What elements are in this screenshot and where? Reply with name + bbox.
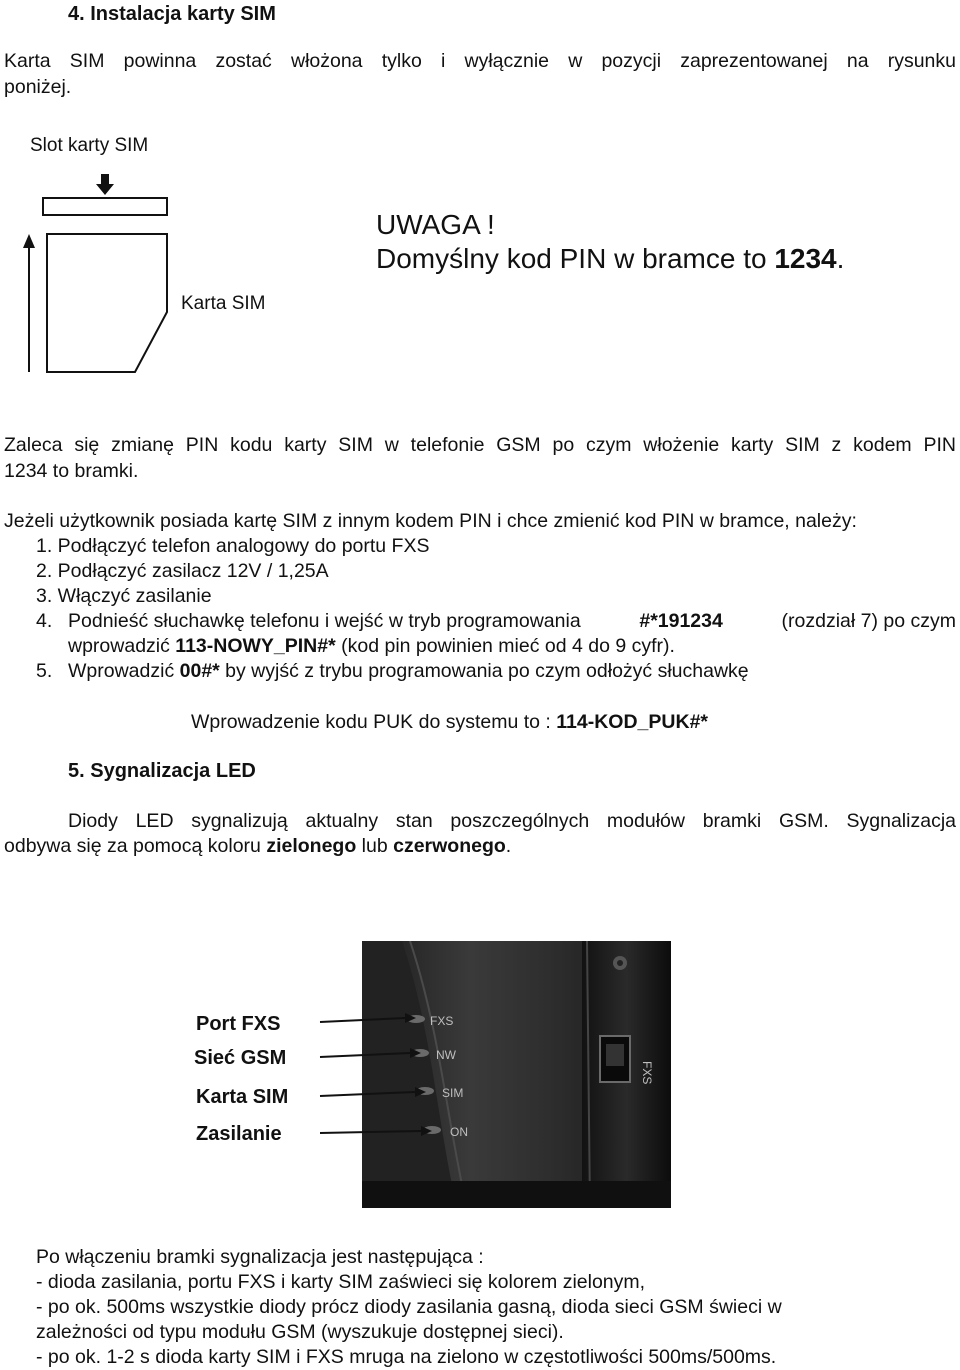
- panel-text-on: ON: [450, 1125, 468, 1139]
- sim-card: [47, 234, 167, 372]
- port-text-fxs: FXS: [640, 1061, 654, 1085]
- warning-title: UWAGA !: [376, 209, 495, 240]
- step-4-number: 4.: [36, 610, 53, 632]
- label-zasilanie: Zasilanie: [196, 1123, 282, 1145]
- warning-line: Domyślny kod PIN w bramce to 1234.: [376, 243, 845, 274]
- section-4-heading: 4. Instalacja karty SIM: [68, 3, 276, 25]
- startup-line-2: - dioda zasilania, portu FXS i karty SIM zaświeci się kolorem zielonym,: [36, 1271, 646, 1293]
- label-karta-sim: Karta SIM: [196, 1086, 289, 1108]
- device-panel-labels: [362, 941, 671, 1208]
- direction-arrow-icon: [23, 234, 35, 372]
- insert-arrow-icon: [96, 174, 114, 195]
- card-label: Karta SIM: [181, 293, 266, 314]
- slot-label: Slot karty SIM: [30, 135, 149, 156]
- step-3: 3. Włączyć zasilanie: [36, 585, 212, 607]
- pin-change-intro: Jeżeli użytkownik posiada kartę SIM z innym kodem PIN i chce zmienić kod PIN w bramce, należy:: [4, 510, 857, 532]
- step-1: 1. Podłączyć telefon analogowy do portu FXS: [36, 535, 430, 557]
- panel-text-nw: NW: [436, 1048, 456, 1062]
- step-2: 2. Podłączyć zasilacz 12V / 1,25A: [36, 560, 329, 582]
- puk-line: Wprowadzenie kodu PUK do systemu to : 114-KOD_PUK#*: [191, 711, 708, 733]
- intro-line-2: poniżej.: [4, 76, 72, 98]
- panel-text-fxs: FXS: [430, 1014, 454, 1028]
- step-4-line-1: Podnieść słuchawkę telefonu i wejść w tryb programowania #*191234 (rozdział 7) po czym: [68, 610, 956, 632]
- section-5-heading: 5. Sygnalizacja LED: [68, 760, 256, 782]
- step-5-number: 5.: [36, 660, 53, 682]
- label-siec-gsm: Sieć GSM: [194, 1047, 287, 1069]
- recommendation-line-2: 1234 to bramki.: [4, 460, 139, 482]
- sim-slot: [43, 198, 167, 215]
- led-intro-line-1: Diody LED sygnalizują aktualny stan poszczególnych modułów bramki GSM. Sygnalizacja: [68, 810, 956, 832]
- startup-line-1: Po włączeniu bramki sygnalizacja jest następująca :: [36, 1246, 484, 1268]
- sim-diagram: [0, 0, 960, 400]
- startup-line-5: - po ok. 1-2 s dioda karty SIM i FXS mruga na zielono w częstotliwości 500ms/500ms.: [36, 1346, 777, 1368]
- intro-line-1: Karta SIM powinna zostać włożona tylko i wyłącznie w pozycji zaprezentowanej na rysunku: [4, 50, 956, 72]
- step-5: Wprowadzić 00#* by wyjść z trybu programowania po czym odłożyć słuchawkę: [68, 660, 749, 682]
- startup-line-3: - po ok. 500ms wszystkie diody prócz diody zasilania gasną, dioda sieci GSM świeci w: [36, 1296, 782, 1318]
- panel-text-sim: SIM: [442, 1086, 464, 1100]
- led-intro-line-2: odbywa się za pomocą koloru zielonego lub czerwonego.: [4, 835, 512, 857]
- label-port-fxs: Port FXS: [196, 1013, 281, 1035]
- recommendation-line-1: Zaleca się zmianę PIN kodu karty SIM w telefonie GSM po czym włożenie karty SIM z kodem PIN: [4, 434, 956, 456]
- step-4-line-2: wprowadzić 113-NOWY_PIN#* (kod pin powinien mieć od 4 do 9 cyfr).: [68, 635, 675, 657]
- startup-line-4: zależności od typu modułu GSM (wyszukuje dostępnej sieci).: [36, 1321, 564, 1343]
